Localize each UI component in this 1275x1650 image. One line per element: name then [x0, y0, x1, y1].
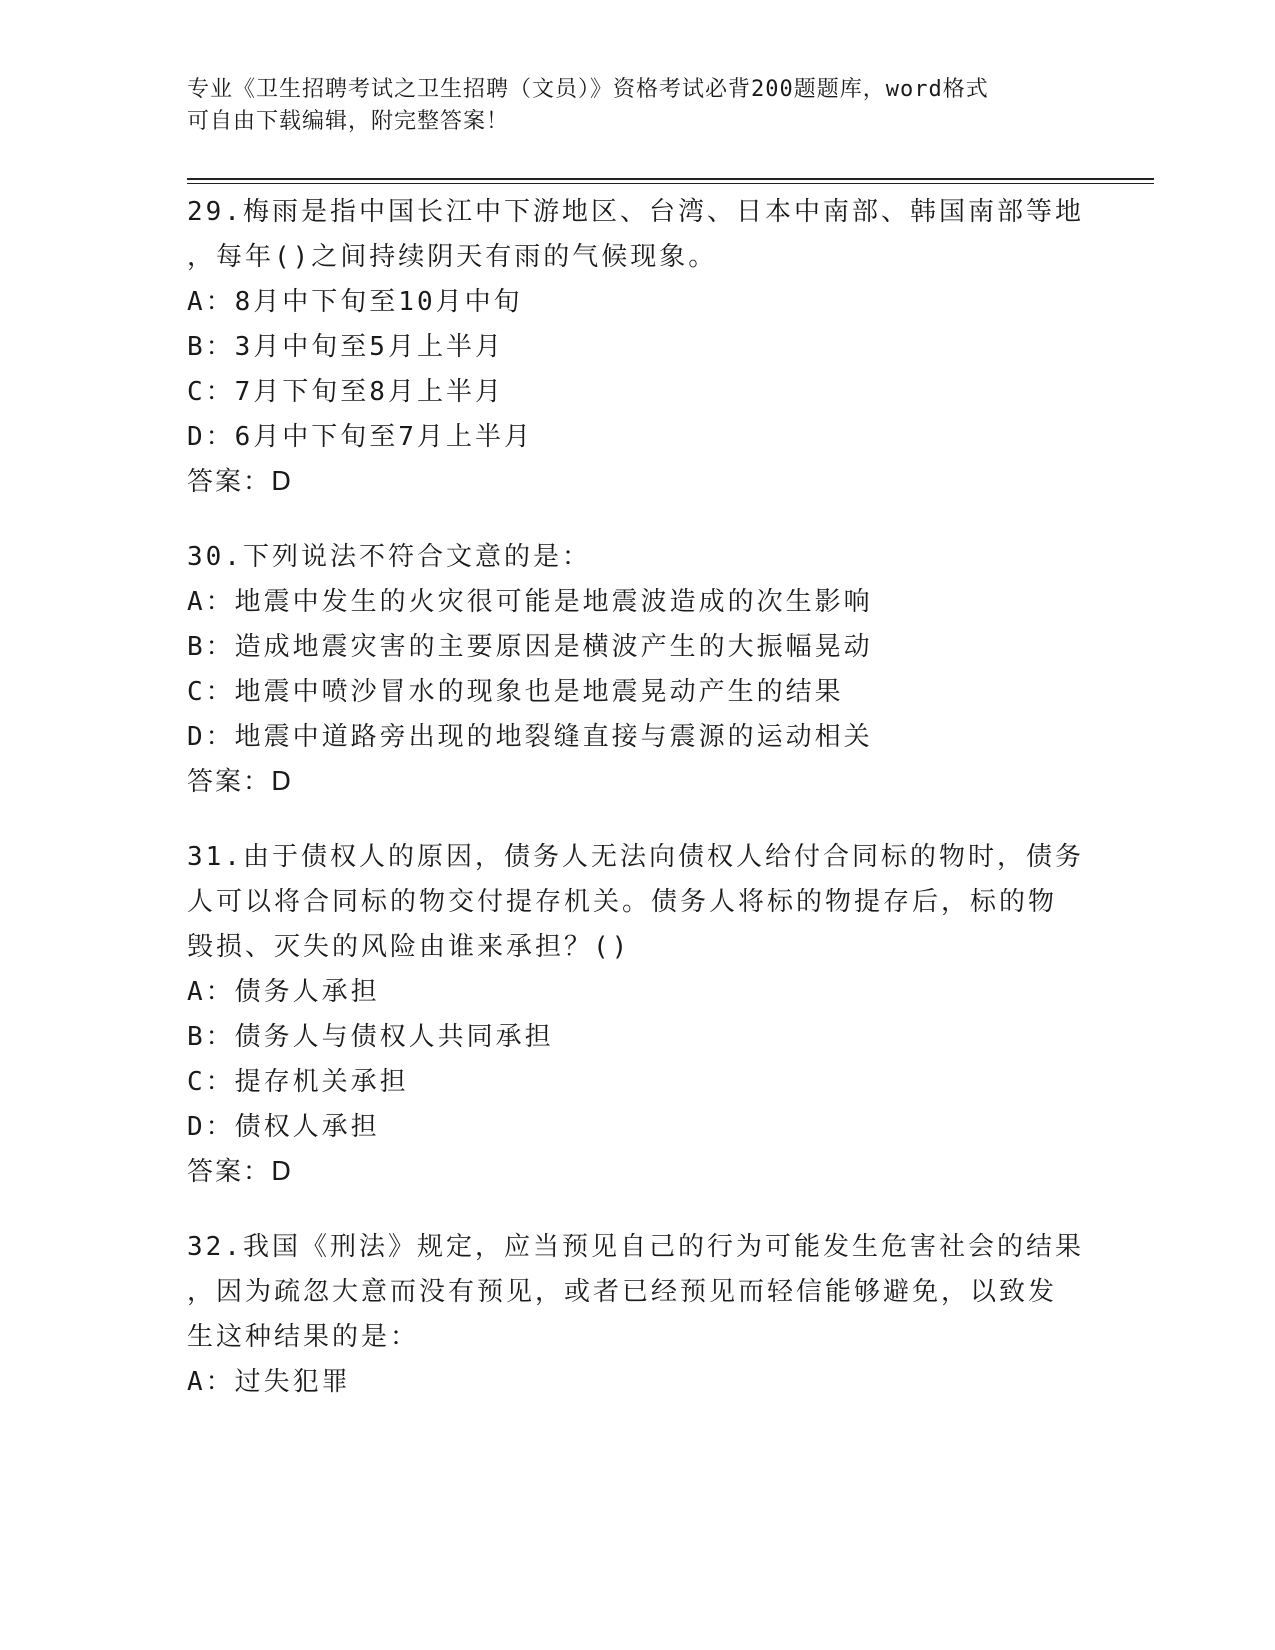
option-d: D：债权人承担 [187, 1112, 380, 1142]
question-stem-line: 31.由于债权人的原因，债务人无法向债权人给付合同标的物时，债务 [187, 842, 1084, 872]
question-stem-line: ，因为疏忽大意而没有预见，或者已经预见而轻信能够避免，以致发 [187, 1277, 1058, 1307]
header-divider-thin [187, 183, 1154, 184]
question-item [187, 835, 1087, 1195]
question-item [187, 190, 1087, 505]
answer-line: 答案：D [187, 767, 294, 797]
question-stem-line: 人可以将合同标的物交付提存机关。债务人将标的物提存后，标的物 [187, 887, 1058, 917]
question-item [187, 535, 1087, 805]
answer-line: 答案：D [187, 1157, 294, 1187]
question-stem [187, 1225, 1087, 1360]
question-list [187, 190, 1087, 1435]
question-item [187, 1225, 1087, 1405]
question-stem [187, 190, 1087, 280]
option-a: A：债务人承担 [187, 977, 380, 1007]
option-c: C：地震中喷沙冒水的现象也是地震晃动产生的结果 [187, 677, 844, 707]
answer-line: 答案：D [187, 467, 294, 497]
header-line-1: 专业《卫生招聘考试之卫生招聘（文员）》资格考试必背200题题库，word格式 [187, 77, 989, 102]
question-stem-line: 29.梅雨是指中国长江中下游地区、台湾、日本中南部、韩国南部等地 [187, 197, 1084, 227]
question-stem-line: 32.我国《刑法》规定，应当预见自己的行为可能发生危害社会的结果 [187, 1232, 1084, 1262]
question-stem [187, 535, 1087, 580]
option-d: D：地震中道路旁出现的地裂缝直接与震源的运动相关 [187, 722, 873, 752]
header-divider-thick [187, 178, 1154, 180]
question-stem-line: 30.下列说法不符合文意的是： [187, 542, 591, 572]
question-stem-line: ，每年()之间持续阴天有雨的气候现象。 [187, 242, 718, 272]
option-c: C：7月下旬至8月上半月 [187, 377, 504, 407]
document-header [187, 74, 1067, 138]
option-b: B：3月中旬至5月上半月 [187, 332, 504, 362]
option-b: B：债务人与债权人共同承担 [187, 1022, 554, 1052]
header-line-2: 可自由下载编辑，附完整答案！ [187, 109, 510, 134]
option-b: B：造成地震灾害的主要原因是横波产生的大振幅晃动 [187, 632, 873, 662]
option-a: A：过失犯罪 [187, 1367, 351, 1397]
option-d: D：6月中下旬至7月上半月 [187, 422, 533, 452]
question-stem [187, 835, 1087, 970]
question-stem-line: 生这种结果的是： [187, 1322, 420, 1352]
option-a: A：地震中发生的火灾很可能是地震波造成的次生影响 [187, 587, 873, 617]
option-c: C：提存机关承担 [187, 1067, 409, 1097]
question-stem-line: 毁损、灭失的风险由谁来承担？() [187, 932, 631, 962]
option-a: A：8月中下旬至10月中旬 [187, 287, 523, 317]
